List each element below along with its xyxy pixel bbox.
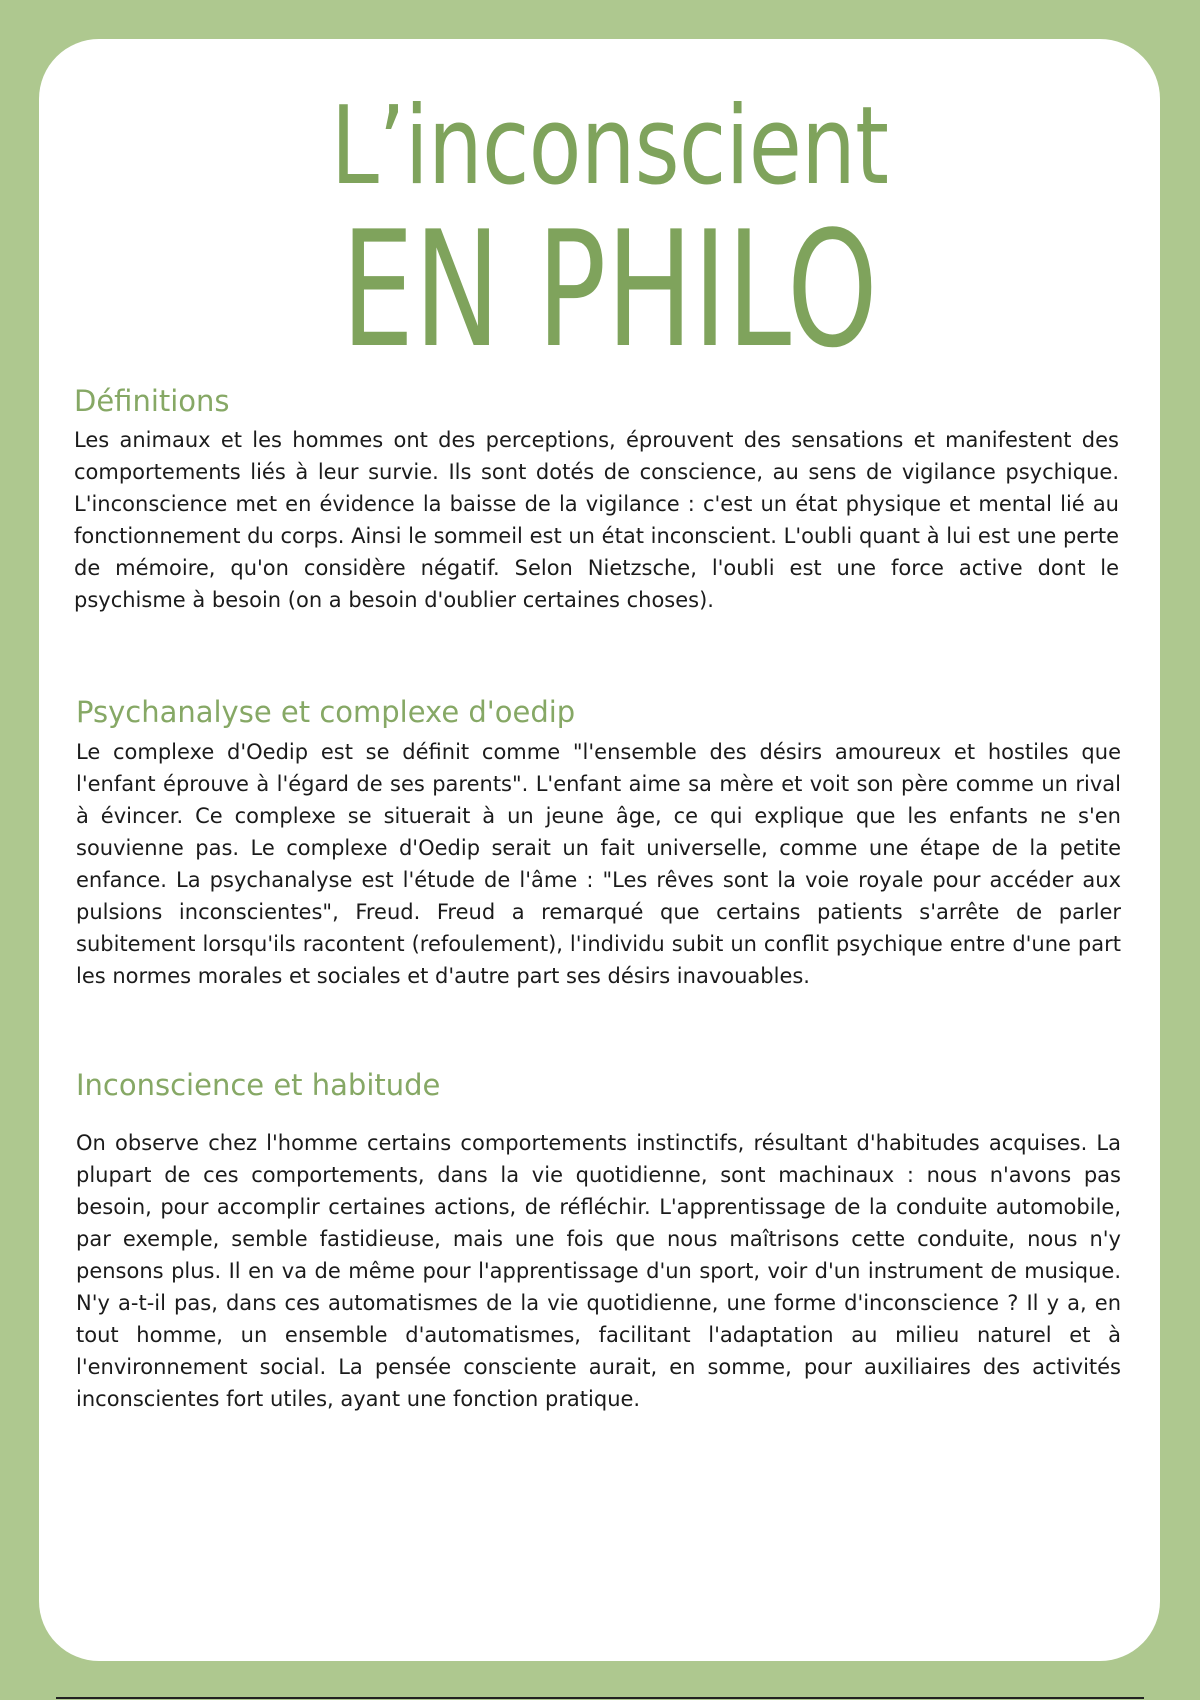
- section-body: Les animaux et les hommes ont des perceptions, éprouvent des sensations et manifestent des comportements liés à leur survie. Ils sont dotés de conscience, au sens de vigilance psychique. L'inconscience met en évidence la baisse de la vigilance : c'est un état physique et mental lié au fonctionnement du corps. Ainsi le sommeil est un état inconscient. L'oubli quant à lui est une perte de mémoire, qu'on considère négatif. Selon Nietzsche, l'oubli est une force active dont le psychisme à besoin (on a besoin d'oublier certaines choses).: [74, 428, 1119, 612]
- bottom-divider: [56, 1697, 1144, 1699]
- section-heading: Inconscience et habitude: [76, 1068, 441, 1102]
- title-line-1: L’inconscient: [330, 84, 889, 209]
- title-block: [39, 84, 1160, 383]
- section-body: Le complexe d'Oedip est se définit comme "l'ensemble des désirs amoureux et hostiles que l'enfant éprouve à l'égard de ses parents". L'enfant aime sa mère et voit son père comme un rival à évincer. Ce complexe se situerait à un jeune âge, ce qui explique que les enfants ne s'en souvienne pas. Le complexe d'Oedip serait un fait universelle, comme une étape de la petite enfance. La psychanalyse est l'étude de l'âme : "Les rêves sont la voie royale pour accéder aux pulsions inconscientes", Freud. Freud a remarqué que certains patients s'arrête de parler subitement lorsqu'ils racontent (refoulement), l'individu subit un conflit psychique entre d'une part les normes morales et sociales et d'autre part ses désirs inavouables.: [76, 740, 1121, 988]
- section-heading: Psychanalyse et complexe d'oedip: [76, 695, 576, 729]
- section-psychanalyse: [76, 692, 1121, 992]
- title-line-2: EN PHILO: [341, 196, 878, 383]
- section-body: On observe chez l'homme certains comportements instinctifs, résultant d'habitudes acquises. La plupart de ces comportements, dans la vie quotidienne, sont machinaux : nous n'avons pas besoin, pour accomplir certaines actions, de réfléchir. L'apprentissage de la conduite automobile, par exemple, semble fastidieuse, mais une fois que nous maîtrisons cette conduite, nous n'y pensons plus. Il en va de même pour l'apprentissage d'un sport, voir d'un instrument de musique. N'y a-t-il pas, dans ces automatismes de la vie quotidienne, une forme d'inconscience ? Il y a, en tout homme, un ensemble d'automatismes, facilitant l'adaptation au milieu naturel et à l'environnement social. La pensée consciente aurait, en somme, pour auxiliaires des activités inconscientes fort utiles, ayant une fonction pratique.: [76, 1131, 1121, 1411]
- section-habitude: [76, 1065, 1121, 1415]
- section-heading: Définitions: [74, 384, 230, 418]
- section-definitions: [74, 381, 1119, 616]
